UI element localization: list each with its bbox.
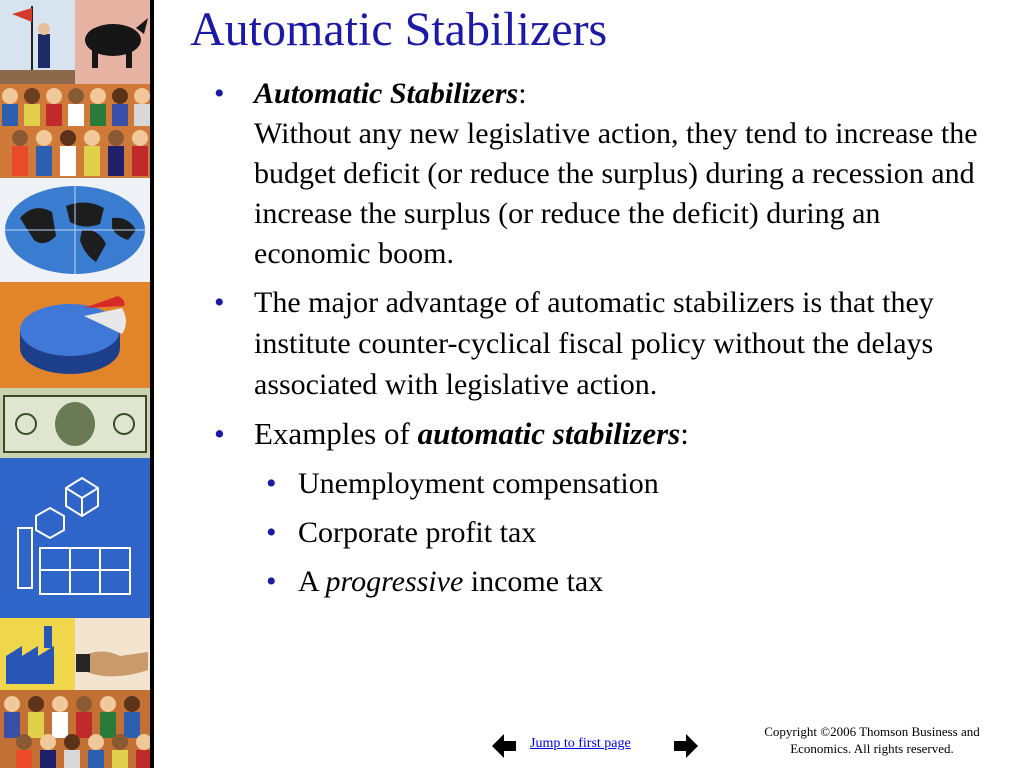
sub-bullet-glyph: •: [266, 467, 277, 500]
sub-bullet-prefix: A: [298, 565, 326, 598]
sub-bullet-progressive-tax: [214, 562, 1004, 602]
copyright-line-2: Economics. All rights reserved.: [790, 741, 954, 756]
world-map-illustration: [0, 178, 150, 282]
jump-to-first-page-link[interactable]: Jump to first page: [530, 736, 631, 751]
copyright-notice: [742, 723, 1002, 757]
bullet-glyph: •: [214, 77, 225, 110]
sub-bullet-glyph: •: [266, 516, 277, 549]
copyright-line-1: Copyright ©2006 Thomson Business and: [764, 724, 980, 739]
bullet-heading-line: [254, 74, 1004, 114]
bullet-glyph: •: [214, 286, 225, 319]
bullet-definition-text: Without any new legislative action, they tend to increase the budget deficit (or reduce the surplus) during a recession and increase the surplus (or reduce the deficit) during an economic boom.: [254, 117, 978, 270]
slide-title: Automatic Stabilizers: [190, 3, 608, 56]
crowd-illustration: [0, 84, 150, 178]
sub-bullet-text: Unemployment compensation: [298, 467, 659, 500]
side-divider: [150, 0, 154, 768]
bullet-examples: [214, 413, 1004, 455]
sub-bullet-suffix: income tax: [463, 565, 604, 598]
bullet-examples-emphasis: automatic stabilizers: [417, 416, 681, 451]
sub-bullet-emphasis: progressive: [325, 565, 464, 598]
crowd-illustration-bottom: [0, 690, 150, 768]
right-arrow-icon[interactable]: [674, 733, 698, 759]
factory-handshake-illustration: [0, 618, 150, 690]
sub-bullet-glyph: •: [266, 565, 277, 598]
cubes-grid-illustration: [0, 458, 150, 618]
bullet-heading-suffix: :: [518, 77, 527, 110]
bullet-definition: [214, 74, 1004, 274]
dollar-bill-illustration: [0, 388, 150, 458]
slide-content: [214, 74, 1004, 602]
sub-bullet-unemployment: [214, 464, 1004, 504]
bullet-examples-suffix: :: [680, 416, 689, 451]
sub-bullet-corporate-tax: [214, 513, 1004, 553]
bullet-glyph: •: [214, 416, 225, 451]
bullet-advantage: [214, 282, 1004, 405]
bullet-examples-prefix: Examples of: [254, 416, 418, 451]
bullet-heading: Automatic Stabilizers: [254, 77, 519, 110]
bullet-advantage-text: The major advantage of automatic stabilizers is that they institute counter-cyclical fiscal policy without the delays associated with legislative action.: [254, 286, 934, 401]
decorative-side-collage: [0, 0, 150, 768]
flag-bull-illustration: [0, 0, 150, 84]
pie-chart-illustration: [0, 282, 150, 388]
sub-bullet-text: Corporate profit tax: [298, 516, 537, 549]
left-arrow-icon[interactable]: [492, 733, 516, 759]
slide-navigation: [492, 731, 698, 761]
